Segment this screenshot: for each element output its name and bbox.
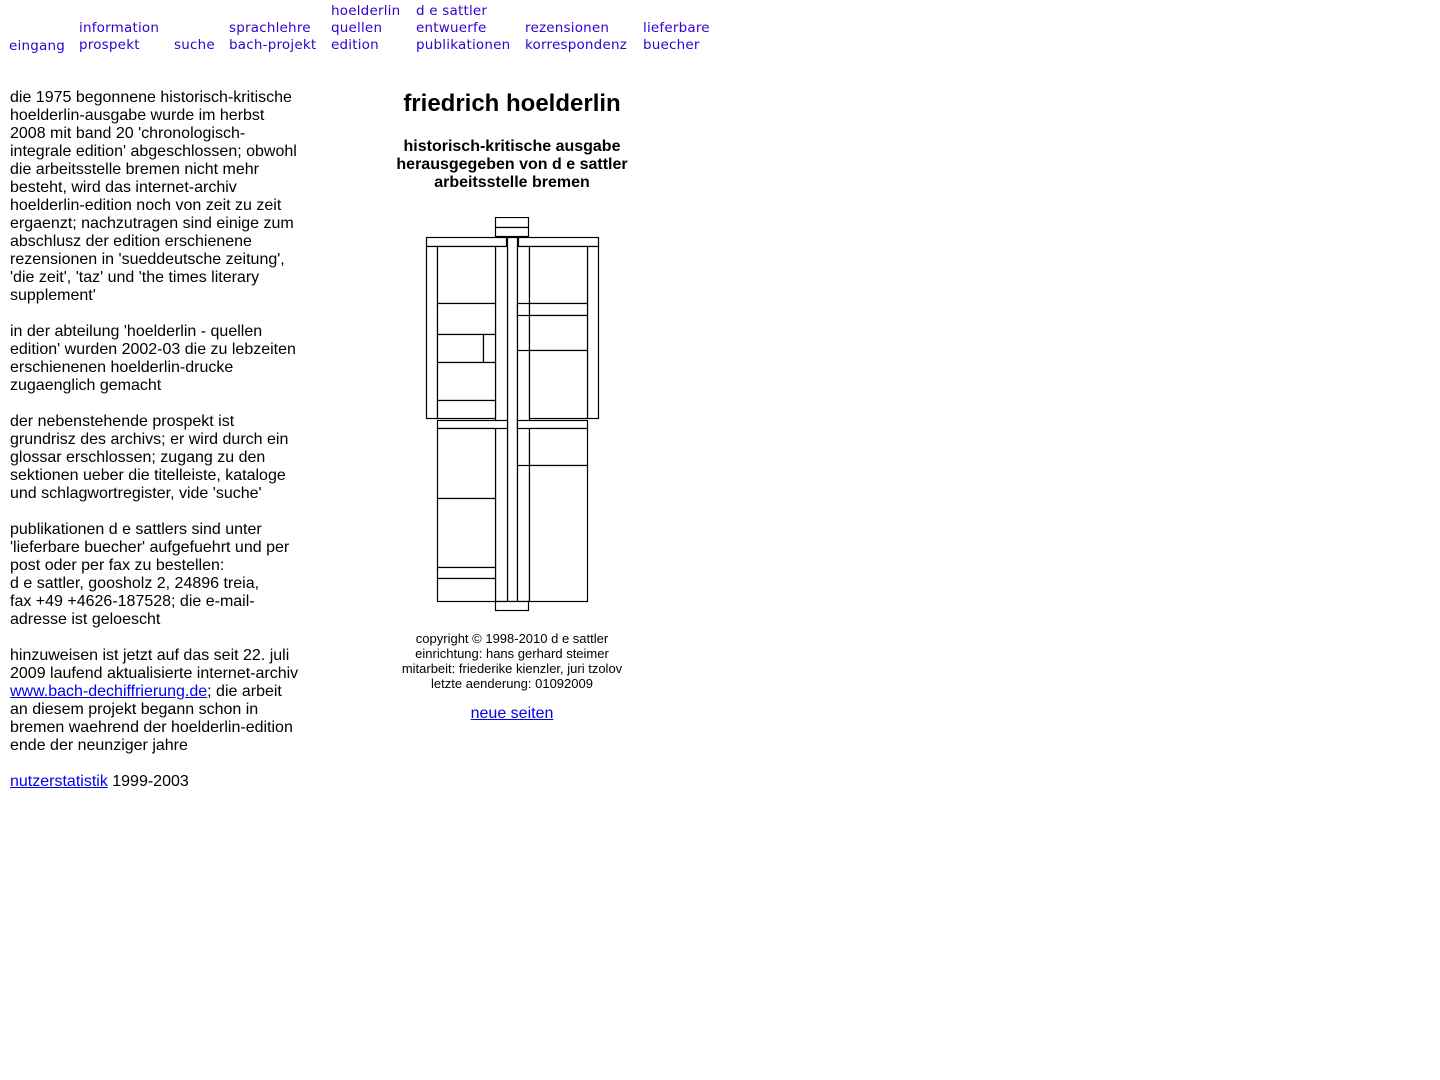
nav-eingang[interactable]: eingang [9,38,65,54]
new-pages [372,705,652,723]
copyright: copyright © 1998-2010 d e sattler [415,631,609,646]
mitarbeit: mitarbeit: friederike kienzler, juri tzolov [401,661,623,676]
order-info: publikationen d e sattlers sind unter 'lieferbare buecher' aufgefuehrt und per post oder per fax zu bestellen: [10,521,290,574]
diagram-crossbar-left[interactable] [427,238,507,247]
subtitle-line-2: herausgegeben von d e sattler [396,156,628,173]
fax-info: fax +49 +4626-187528; die e-mail-adresse ist geloescht [10,593,255,628]
bach-archive-text-end: ; die arbeit an diesem projekt begann schon in bremen waehrend der hoelderlin-edition ende der neunziger jahre [10,683,293,754]
intro-paragraph-2: in der abteilung 'hoelderlin - quellen edition' wurden 2002-03 die zu lebzeiten erschienenen hoelderlin-drucke zugaenglich gemacht [10,323,296,394]
nav-prospekt[interactable]: prospekt [79,37,140,53]
diagram-crossbar-right[interactable] [519,238,599,247]
diagram-right-box-5[interactable] [530,429,588,466]
intro-paragraph-5 [10,647,300,755]
statistik-years: 1999-2003 [107,773,189,790]
prospekt-diagram[interactable] [425,217,601,614]
nutzerstatistik-link[interactable]: nutzerstatistik [10,773,108,790]
diagram-right-box-2a[interactable] [518,304,530,316]
credits [372,631,652,691]
edition-header [372,90,652,192]
neue-seiten-link[interactable]: neue seiten [470,705,554,722]
nav-suche[interactable]: suche [174,37,215,53]
diagram-right-box-3[interactable] [530,316,588,351]
nav-buecher[interactable]: buecher [643,37,700,53]
diagram-cap-bottom[interactable] [496,228,529,237]
top-navigation [0,0,720,60]
diagram-side-right[interactable] [588,247,599,419]
intro-paragraph-3: der nebenstehende prospekt ist grundrisz des archivs; er wird durch ein glossar erschlossen; zugang zu den sektionen ueber die titelleiste, kataloge und schlagwortregister, vide 'suche' [10,413,289,502]
diagram-left-box-9[interactable] [438,579,496,602]
page-title: friedrich hoelderlin [403,90,621,117]
intro-text [10,89,300,809]
nav-korrespondenz[interactable]: korrespondenz [525,37,628,53]
nav-entwuerfe[interactable]: entwuerfe [416,20,487,36]
diagram-right-box-2[interactable] [530,304,588,316]
diagram-base[interactable] [496,602,529,611]
diagram-right-box-6[interactable] [530,466,588,602]
nav-d-e-sattler[interactable]: d e sattler [416,3,488,19]
diagram-left-band[interactable] [438,421,508,429]
diagram-cap-top[interactable] [496,218,529,228]
subtitle-line-3: arbeitsstelle bremen [434,174,590,191]
nav-quellen[interactable]: quellen [331,20,383,36]
einrichtung: einrichtung: hans gerhard steimer [415,646,609,661]
diagram-spine[interactable] [508,238,518,602]
subtitle-line-1: historisch-kritische ausgabe [403,138,621,155]
nav-rezensionen[interactable]: rezensionen [525,20,610,36]
diagram-left-box-4[interactable] [438,363,496,401]
nav-hoelderlin[interactable]: hoelderlin [331,3,401,19]
intro-paragraph-6 [10,773,300,791]
bach-dechiffrierung-link[interactable]: www.bach-dechiffrierung.de [10,683,208,700]
diagram-left-box-8[interactable] [438,568,496,579]
nav-edition[interactable]: edition [331,37,379,53]
diagram-side-left[interactable] [427,247,438,419]
diagram-left-box-2[interactable] [438,304,496,335]
diagram-left-box-1[interactable] [438,247,496,304]
address: d e sattler, goosholz 2, 24896 treia, [10,575,260,592]
diagram-left-box-3b[interactable] [484,335,496,363]
edition-subtitle [372,138,652,192]
intro-paragraph-1: die 1975 begonnene historisch-kritische hoelderlin-ausgabe wurde im herbst 2008 mit band 20 'chronologisch-integrale edition' abgeschlossen; obwohl die arbeitsstelle bremen nicht mehr besteht, wird das internet-archiv hoelderlin-edition noch von zeit zu zeit ergaenzt; nachzutragen sind einige zum abschlusz der edition erschienene rezensionen in 'sueddeutsche zeitung', 'die zeit', 'taz' und 'the times literary supplement' [10,89,297,304]
nav-publikationen[interactable]: publikationen [416,37,511,53]
last-change: letzte aenderung: 01092009 [431,676,593,691]
intro-paragraph-4 [10,521,300,629]
nav-bach-projekt[interactable]: bach-projekt [229,37,317,53]
nav-lieferbare[interactable]: lieferbare [643,20,710,36]
diagram-left-box-6[interactable] [438,429,496,499]
diagram-left-box-5[interactable] [438,401,496,419]
nav-sprachlehre[interactable]: sprachlehre [229,20,311,36]
diagram-left-box-3a[interactable] [438,335,484,363]
diagram-left-box-7[interactable] [438,499,496,568]
diagram-right-band[interactable] [518,421,588,429]
nav-information[interactable]: information [79,20,160,36]
diagram-right-box-4[interactable] [530,351,588,419]
bach-archive-text: hinzuweisen ist jetzt auf das seit 22. juli 2009 laufend aktualisierte internet-archiv [10,647,299,682]
diagram-right-box-1[interactable] [530,247,588,304]
